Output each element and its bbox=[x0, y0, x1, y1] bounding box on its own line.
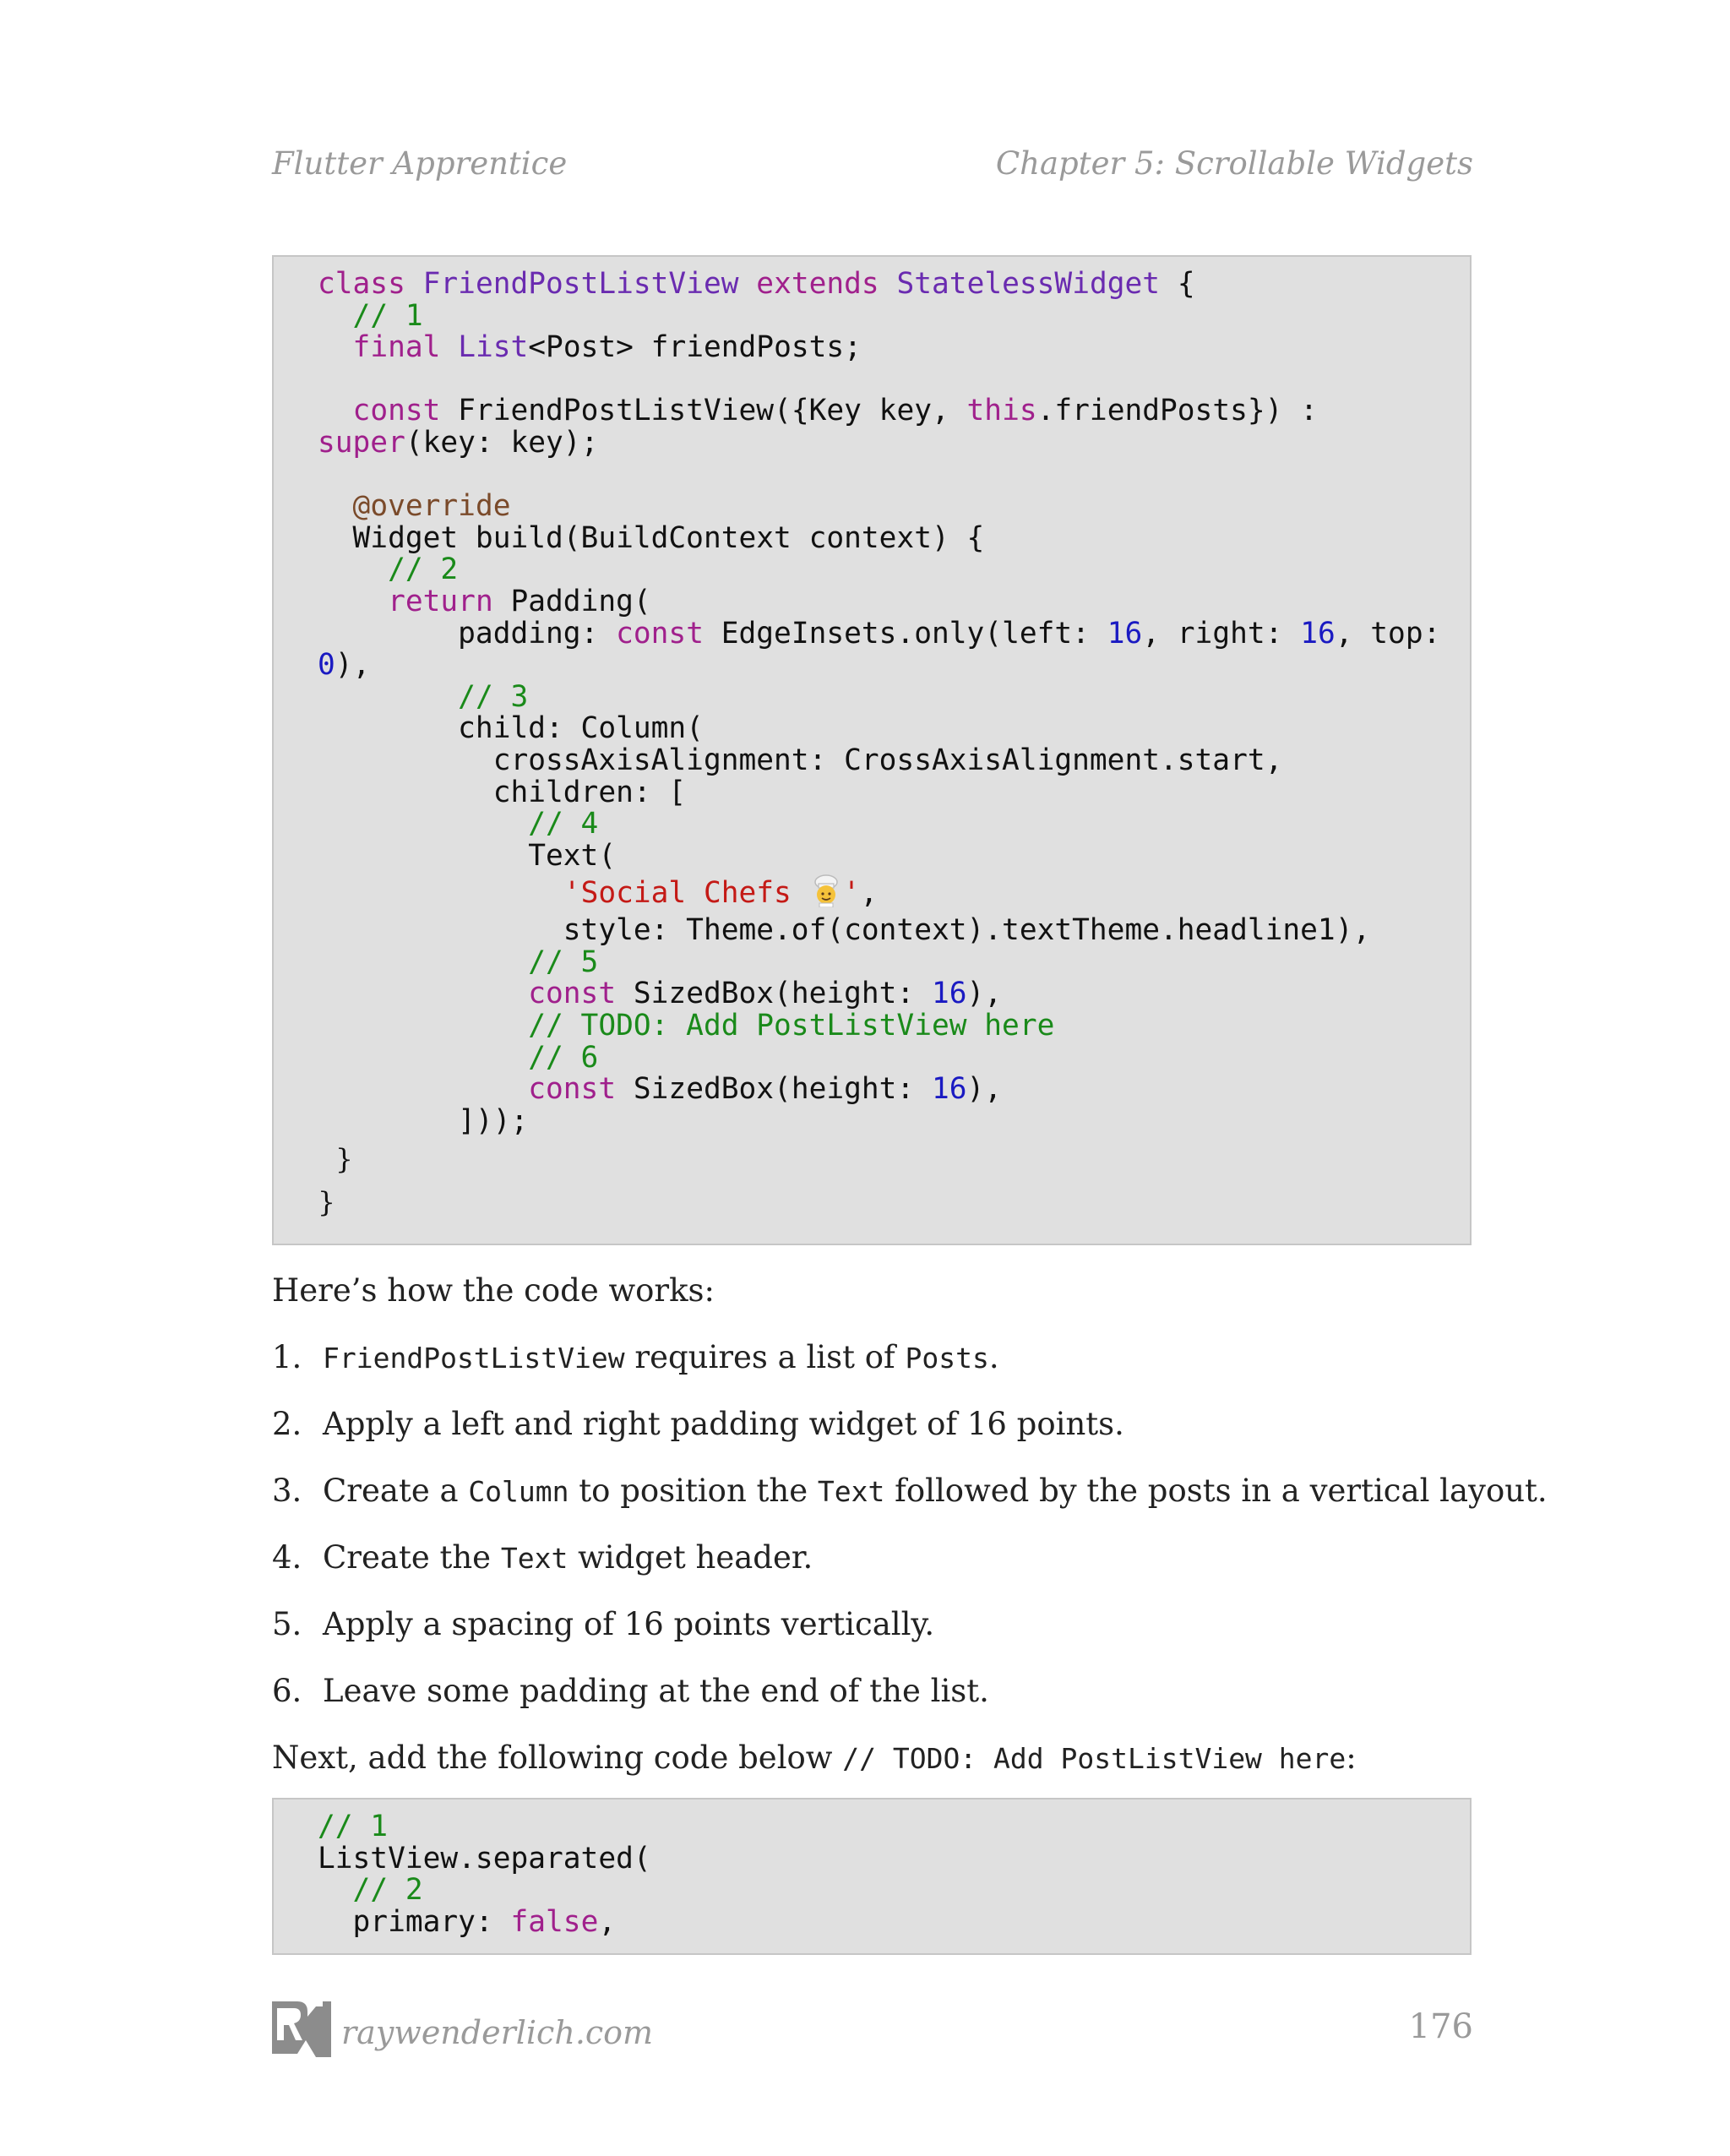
code-line: @override bbox=[352, 489, 511, 524]
code-line: super(key: key); bbox=[318, 425, 599, 460]
code-line: primary: false, bbox=[318, 1904, 617, 1939]
list-item-5: 5. Apply a spacing of 16 points vertically. bbox=[272, 1606, 935, 1642]
chapter-title: Chapter 5: Scrollable Widgets bbox=[995, 145, 1473, 182]
code-line: const FriendPostListView({Key key, this.friendPosts}) : bbox=[352, 394, 1318, 428]
code-line: ])); bbox=[318, 1103, 529, 1138]
list-item-1: 1. FriendPostListView requires a list of Posts. bbox=[272, 1339, 999, 1375]
code-line: return Padding( bbox=[388, 584, 651, 618]
list-item-2: 2. Apply a left and right padding widget of 16 points. bbox=[272, 1406, 1124, 1442]
code-line: // TODO: Add PostListView here bbox=[528, 1009, 1055, 1043]
prose-intro: Here’s how the code works: bbox=[272, 1272, 715, 1309]
prose-next: Next, add the following code below // TODO: Add PostListView here: bbox=[272, 1740, 1357, 1776]
raywenderlich-logo-icon bbox=[272, 1998, 331, 2057]
code-block-list-view-separated bbox=[272, 1798, 1472, 1955]
code-line: 0), bbox=[318, 648, 371, 683]
code-line: Text( bbox=[318, 838, 617, 873]
page-number: 176 bbox=[1408, 2007, 1473, 2046]
code-line: const SizedBox(height: 16), bbox=[528, 977, 1003, 1011]
list-item-6: 6. Leave some padding at the end of the list. bbox=[272, 1673, 989, 1709]
code-line: const SizedBox(height: 16), bbox=[528, 1072, 1003, 1107]
code-line: // 5 bbox=[528, 945, 599, 979]
list-item-3: 3. Create a Column to position the Text followed by the posts in a vertical layout. bbox=[272, 1473, 1548, 1509]
code-line: class FriendPostListView extends StatelessWidget { bbox=[318, 267, 1195, 301]
code-line-blank bbox=[318, 460, 1440, 492]
code-line: // 2 bbox=[352, 1873, 423, 1908]
code-line: // 1 bbox=[318, 1810, 389, 1843]
code-line: } bbox=[318, 1185, 335, 1219]
code-line: children: [ bbox=[318, 775, 687, 809]
list-item-4: 4. Create the Text widget header. bbox=[272, 1539, 813, 1576]
code-line: } bbox=[318, 1142, 353, 1176]
code-line: 'Social Chefs ', bbox=[318, 872, 1440, 915]
code-line: Widget build(BuildContext context) { bbox=[318, 520, 985, 555]
code-line: // 3 bbox=[458, 679, 529, 714]
code-line: // 1 bbox=[352, 298, 423, 333]
footer-site: raywenderlich.com bbox=[341, 2014, 654, 2051]
code-line: // 6 bbox=[528, 1040, 599, 1075]
code-line: crossAxisAlignment: CrossAxisAlignment.start, bbox=[318, 743, 1283, 777]
code-line: child: Column( bbox=[318, 711, 704, 746]
code-line-blank bbox=[318, 364, 1440, 396]
book-title: Flutter Apprentice bbox=[272, 145, 568, 182]
code-line: padding: const EdgeInsets.only(left: 16, right: 16, top: bbox=[318, 616, 1441, 651]
code-line: style: Theme.of(context).textTheme.headline1), bbox=[318, 913, 1371, 948]
code-line: // 4 bbox=[528, 807, 599, 841]
code-line: ListView.separated( bbox=[318, 1841, 651, 1876]
code-line: // 2 bbox=[388, 553, 459, 587]
code-block-friend-post-list-view bbox=[272, 255, 1472, 1245]
code-line: final List<Post> friendPosts; bbox=[352, 330, 862, 365]
chef-emoji-icon bbox=[809, 874, 843, 907]
